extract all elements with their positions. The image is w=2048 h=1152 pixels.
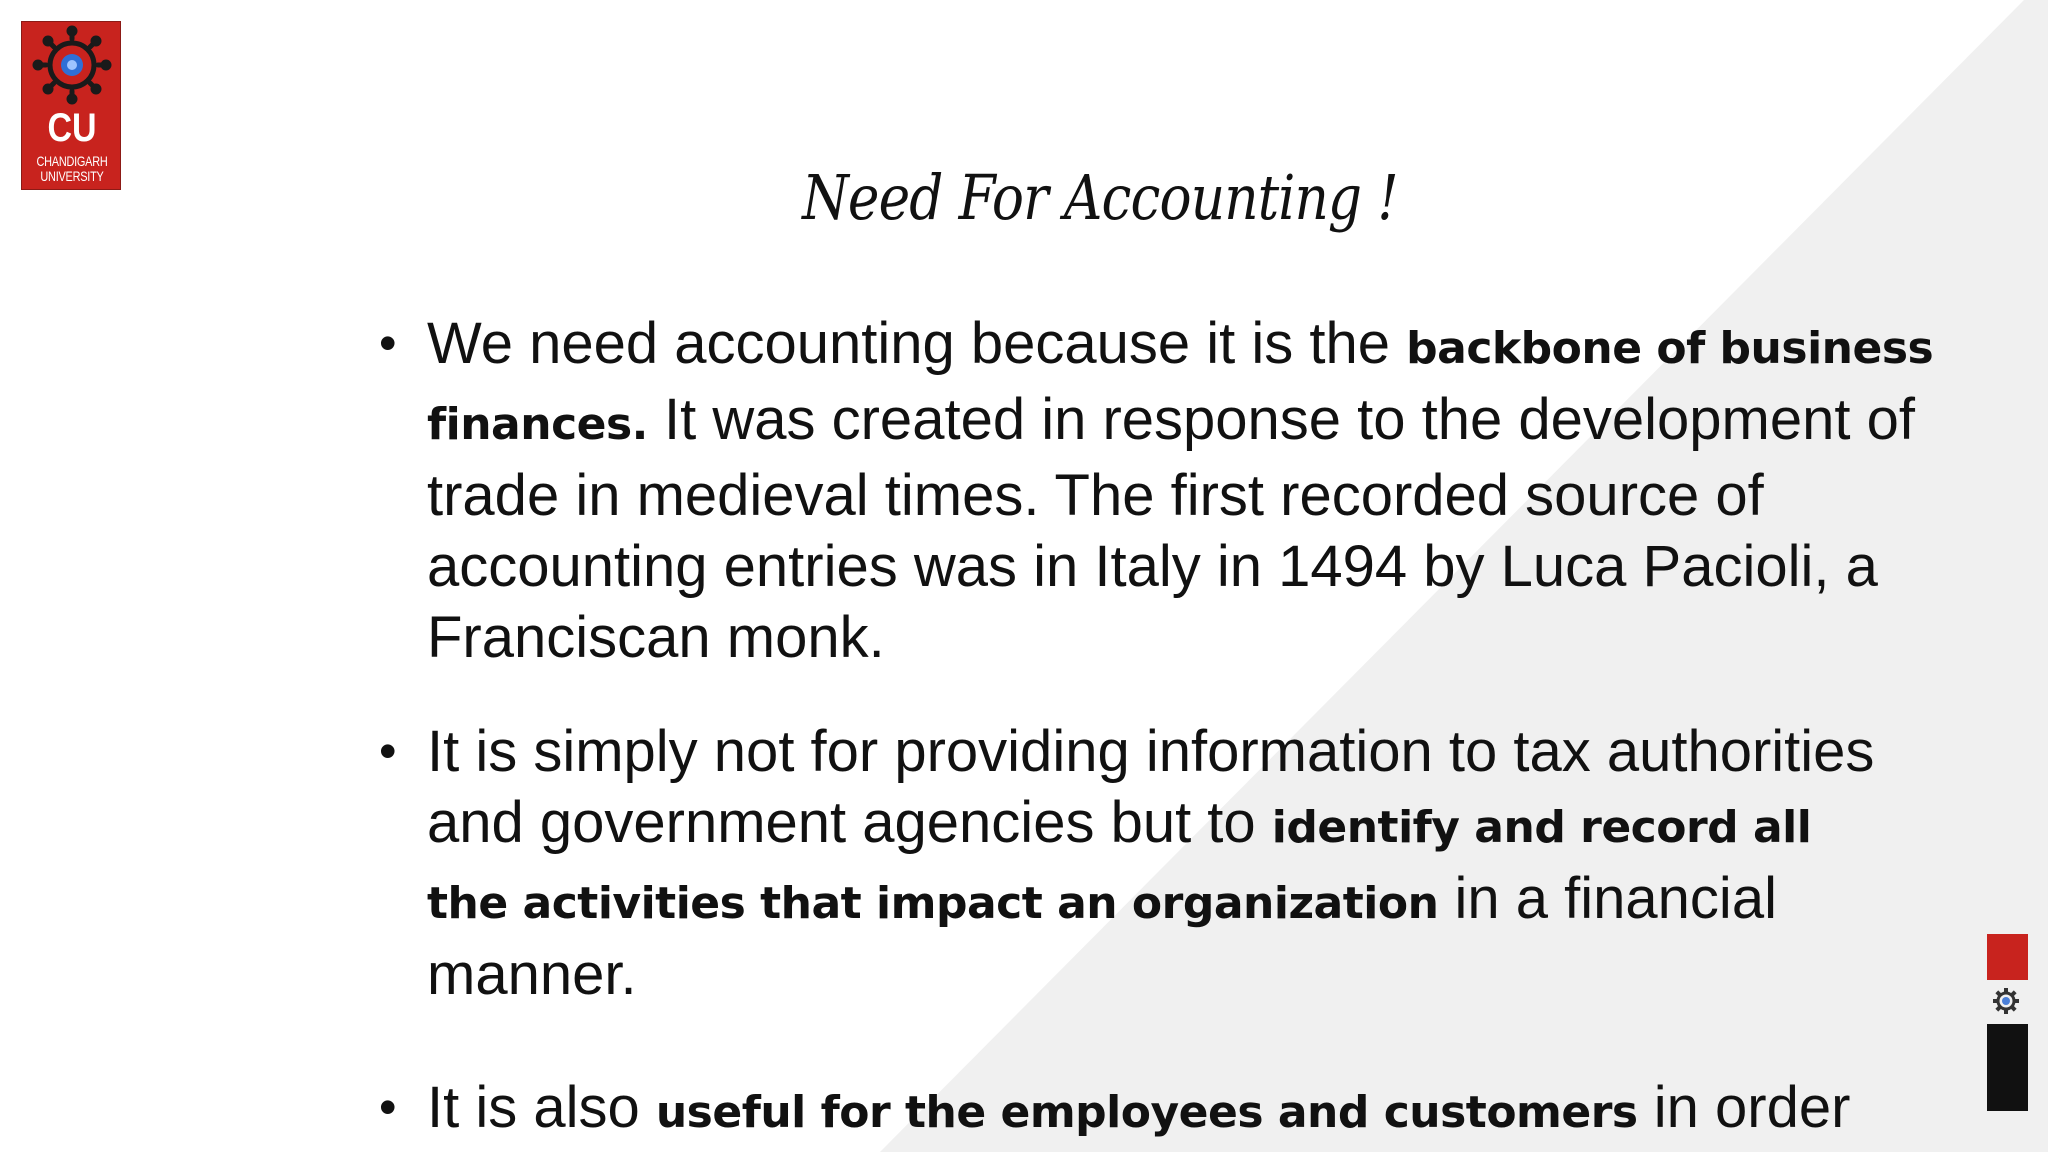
bullet-emphasis: finances. <box>427 399 648 450</box>
gear-icon <box>1991 986 2021 1016</box>
bullet-emphasis: useful for the employees and customers <box>655 1087 1638 1138</box>
bullet-text: in a financial manner. <box>427 866 1777 1007</box>
logo-abbreviation: CU <box>47 106 97 150</box>
bullet-text: It is simply not for providing information to tax authorities and government agencies but to <box>427 719 1875 855</box>
bullet-marker: • <box>379 315 397 371</box>
side-accent-red <box>1987 934 2028 980</box>
bullet-emphasis: backbone of business <box>1406 323 1934 374</box>
logo-name-line2: UNIVERSITY <box>40 168 104 184</box>
bullet-item <box>379 1072 1927 1148</box>
bullet-marker: • <box>379 723 397 779</box>
bullet-text: It was created in response to the development of trade in medieval times. The first recorded source of accounting entries was in Italy in 1494 by Luca Pacioli, a Franciscan monk. <box>427 387 1915 670</box>
logo-name-line1: CHANDIGARH <box>36 153 108 169</box>
bullet-emphasis: identify and record all the activities that impact an organization <box>427 802 1812 929</box>
slide-title: Need For Accounting ! <box>802 161 1398 234</box>
bullet-item <box>379 308 1947 673</box>
side-accent-black <box>1987 1024 2028 1111</box>
bullet-item <box>379 716 1887 1010</box>
bullet-text: We need accounting because it is the <box>427 311 1407 376</box>
bullet-text: It is also <box>427 1075 656 1140</box>
bullet-marker: • <box>379 1079 397 1135</box>
bullet-text: in order <box>1637 1075 1851 1140</box>
